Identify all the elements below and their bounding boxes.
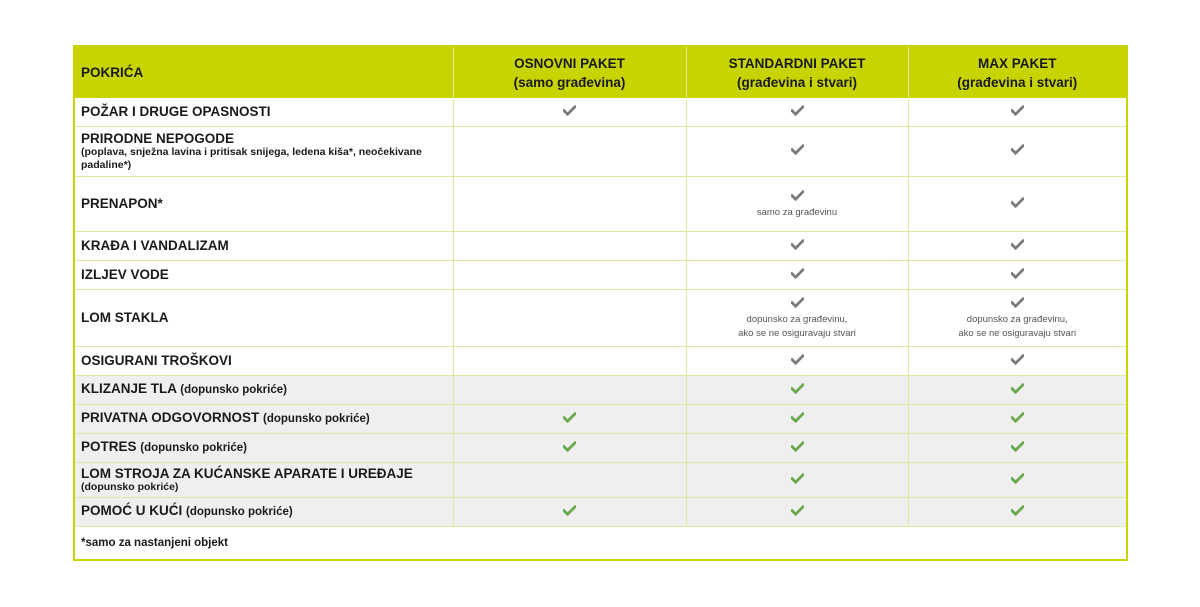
package-cell — [453, 462, 686, 497]
package-name: STANDARDNI PAKET — [728, 55, 866, 71]
coverage-label: POMOĆ U KUĆI — [81, 503, 183, 518]
checkmark-icon — [791, 268, 804, 279]
package-cell — [908, 260, 1126, 289]
coverage-label: PRENAPON* — [81, 196, 163, 211]
checkmark-icon — [1011, 268, 1024, 279]
coverage-label: IZLJEV VODE — [81, 267, 169, 282]
package-cell — [686, 462, 908, 497]
checkmark-icon — [791, 383, 804, 394]
checkmark-icon — [1011, 239, 1024, 250]
package-cell — [686, 126, 908, 176]
coverage-header: POKRIĆA — [75, 47, 453, 98]
package-cell — [686, 260, 908, 289]
coverage-label-cell — [75, 260, 453, 289]
package-cell — [908, 176, 1126, 231]
table-row — [75, 375, 1126, 404]
coverage-label: KLIZANJE TLA — [81, 381, 177, 396]
package-cell — [908, 346, 1126, 375]
checkmark-icon — [1011, 197, 1024, 208]
checkmark-icon — [791, 105, 804, 116]
coverage-label-cell — [75, 126, 453, 176]
package-cell — [453, 433, 686, 462]
table-body — [75, 98, 1126, 526]
table-row — [75, 462, 1126, 497]
package-cell — [453, 126, 686, 176]
coverage-label-cell — [75, 433, 453, 462]
cell-note: dopunsko za građevinu, — [746, 313, 848, 325]
package-cell — [908, 404, 1126, 433]
coverage-label-cell — [75, 346, 453, 375]
checkmark-icon — [1011, 473, 1024, 484]
table-row — [75, 231, 1126, 260]
package-cell — [453, 231, 686, 260]
package-name: MAX PAKET — [977, 55, 1057, 71]
package-cell — [686, 98, 908, 126]
package-cell — [686, 231, 908, 260]
package-cell — [908, 98, 1126, 126]
table-row — [75, 98, 1126, 126]
footnote-row — [75, 526, 1126, 559]
table-row — [75, 176, 1126, 231]
package-cell — [908, 375, 1126, 404]
cell-note: dopunsko za građevinu, — [966, 313, 1068, 325]
coverage-inline-note: (dopunsko pokriće) — [263, 413, 370, 425]
coverage-label: POŽAR I DRUGE OPASNOSTI — [81, 104, 271, 120]
coverage-inline-note: (dopunsko pokriće) — [186, 506, 293, 518]
checkmark-icon — [1011, 297, 1024, 308]
package-cell — [453, 176, 686, 231]
coverage-label-cell — [75, 289, 453, 346]
package-cell — [908, 462, 1126, 497]
package-cell — [908, 231, 1126, 260]
package-cell — [453, 260, 686, 289]
coverage-label-cell — [75, 462, 453, 497]
cell-note: ako se ne osiguravaju stvari — [738, 327, 856, 339]
coverage-label-cell — [75, 98, 453, 126]
table-row — [75, 404, 1126, 433]
checkmark-icon — [791, 441, 804, 452]
table-row — [75, 346, 1126, 375]
package-cell — [686, 346, 908, 375]
checkmark-icon — [791, 473, 804, 484]
package-cell — [686, 433, 908, 462]
footnote: *samo za nastanjeni objekt — [81, 536, 228, 549]
coverage-inline-note: (dopunsko pokriće) — [140, 442, 247, 454]
coverage-label: LOM STAKLA — [81, 310, 169, 325]
package-cell — [453, 404, 686, 433]
package-cell — [908, 497, 1126, 526]
checkmark-icon — [791, 412, 804, 423]
checkmark-icon — [563, 505, 576, 516]
checkmark-icon — [1011, 105, 1024, 116]
package-cell — [686, 404, 908, 433]
coverage-label: LOM STROJA ZA KUĆANSKE APARATE I UREĐAJE — [81, 465, 413, 481]
checkmark-icon — [563, 412, 576, 423]
package-cell — [453, 289, 686, 346]
coverage-label: OSIGURANI TROŠKOVI — [81, 353, 232, 368]
header-row — [75, 47, 1126, 98]
package-header-standard — [686, 47, 908, 98]
package-cell — [686, 176, 908, 231]
package-sub: (građevina i stvari) — [957, 74, 1078, 90]
checkmark-icon — [1011, 354, 1024, 365]
coverage-label-cell — [75, 231, 453, 260]
coverage-label: KRAĐA I VANDALIZAM — [81, 238, 229, 253]
coverage-note: (dopunsko pokriće) — [81, 480, 179, 493]
checkmark-icon — [563, 105, 576, 116]
coverage-label: PRIVATNA ODGOVORNOST — [81, 410, 260, 425]
package-cell — [908, 289, 1126, 346]
checkmark-icon — [563, 441, 576, 452]
checkmark-icon — [791, 190, 804, 201]
coverage-label-cell — [75, 404, 453, 433]
table-row — [75, 433, 1126, 462]
package-sub: (građevina i stvari) — [736, 74, 858, 90]
package-cell — [453, 375, 686, 404]
package-name: OSNOVNI PAKET — [514, 55, 625, 71]
package-cell — [686, 497, 908, 526]
table-row — [75, 497, 1126, 526]
table-row — [75, 289, 1126, 346]
table-row — [75, 260, 1126, 289]
package-cell — [453, 346, 686, 375]
coverage-label-cell — [75, 375, 453, 404]
checkmark-icon — [1011, 412, 1024, 423]
cell-note: ako se ne osiguravaju stvari — [958, 327, 1077, 339]
checkmark-icon — [791, 239, 804, 250]
checkmark-icon — [791, 144, 804, 155]
package-sub: (samo građevina) — [513, 74, 626, 90]
package-header-max — [908, 47, 1126, 98]
checkmark-icon — [1011, 441, 1024, 452]
package-cell — [908, 126, 1126, 176]
checkmark-icon — [1011, 144, 1024, 155]
coverage-label: PRIRODNE NEPOGODE — [81, 130, 235, 146]
table-row — [75, 126, 1126, 176]
checkmark-icon — [791, 297, 804, 308]
cell-note: samo za građevinu — [756, 206, 838, 218]
checkmark-icon — [1011, 505, 1024, 516]
coverage-label-cell — [75, 497, 453, 526]
package-header-basic — [453, 47, 686, 98]
package-cell — [686, 289, 908, 346]
package-cell — [453, 497, 686, 526]
coverage-inline-note: (dopunsko pokriće) — [180, 384, 287, 396]
checkmark-icon — [1011, 383, 1024, 394]
package-cell — [453, 98, 686, 126]
coverage-note: (poplava, snježna lavina i pritisak snijega, ledena kiša*, neočekivane padaline*) — [81, 145, 422, 171]
coverage-label: POTRES — [81, 439, 137, 454]
coverage-table — [73, 45, 1128, 561]
checkmark-icon — [791, 505, 804, 516]
coverage-label-cell — [75, 176, 453, 231]
checkmark-icon — [791, 354, 804, 365]
package-cell — [686, 375, 908, 404]
package-cell — [908, 433, 1126, 462]
